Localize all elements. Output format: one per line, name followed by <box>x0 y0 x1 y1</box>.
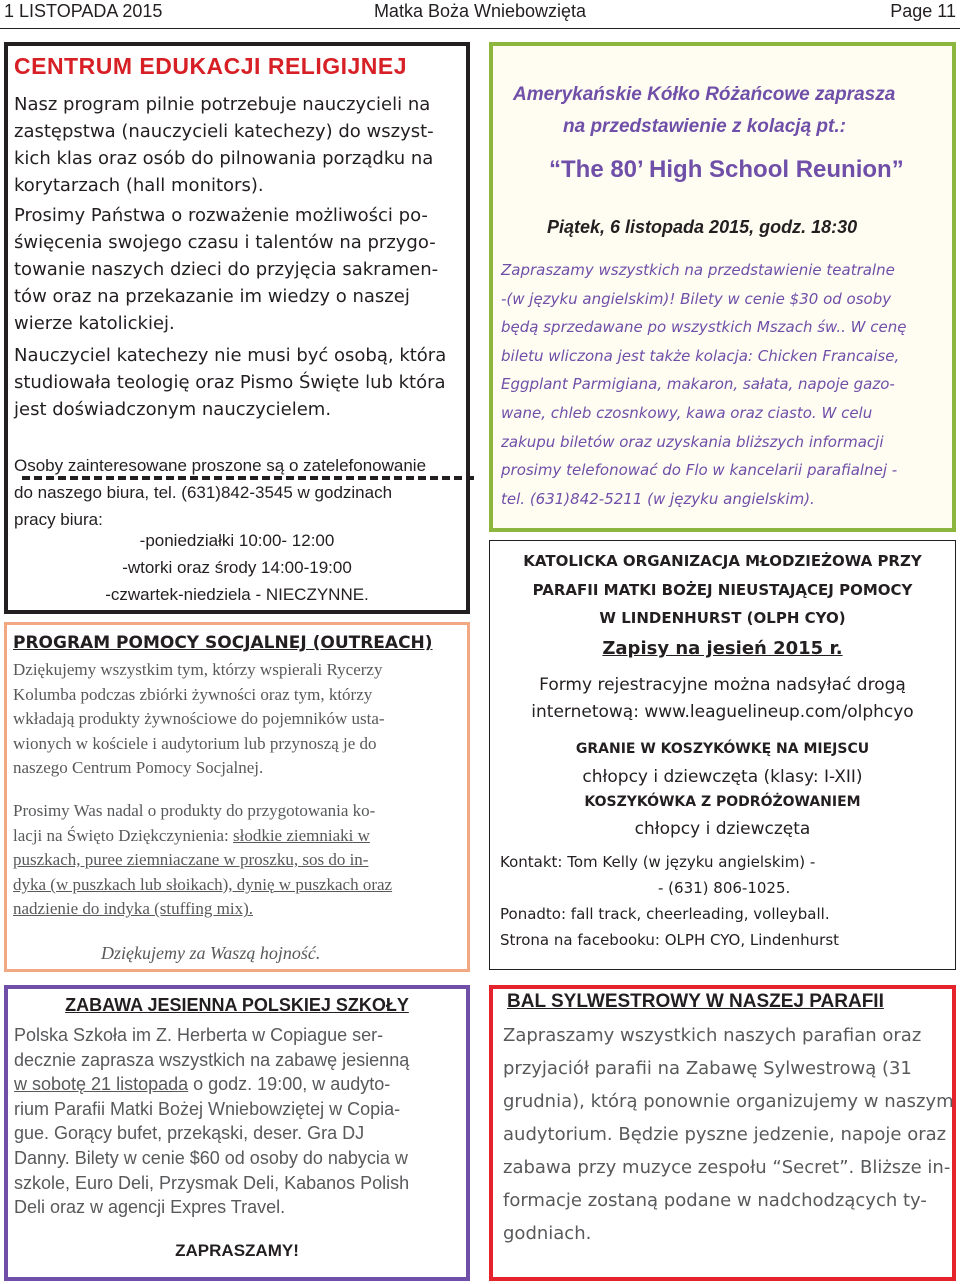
basketball-home: GRANIE W KOSZYKÓWKĘ NA MIEJSCU <box>575 741 870 757</box>
nye-ball-box <box>489 985 956 1281</box>
cyo-forms: Formy rejestracyjne można nadsyłać drogą internetową: www.leaguelineup.com/olphcyo <box>531 675 914 722</box>
outreach-p1: Dziękujemy wszystkim tym, którzy wspierali Rycerzy Kolumba podczas zbiórki żywności oraz tym, którzy wkładają produkty żywnościowe do pojemników usta- wionych w kościele i audytorium lub przynoszą je do naszego Centrum Pomocy Socjalnej. <box>13 660 385 778</box>
page-header <box>0 0 960 26</box>
school-party-box <box>4 985 470 1281</box>
outreach-p2: Prosimy Was nadal o produkty do przygotowania ko- lacji na Święto Dziękczynienia: słodkie ziemniaki w puszkach, puree ziemniaczane w proszku, sos do in- dyka (w puszkach lub słoikach), dynię w puszkach oraz nadzienie do indyka (stuffing mix). <box>13 801 393 919</box>
rosary-society-box <box>489 42 956 532</box>
rosary-invite-line2: na przedstawienie z kolacją pt.: <box>563 116 846 137</box>
page-number: Page 11 <box>890 1 956 21</box>
outreach-title: PROGRAM POMOCY SOCJALNEJ (OUTREACH) <box>13 633 433 653</box>
nye-title: BAL SYLWESTROWY W NASZEJ PARAFII <box>507 991 884 1012</box>
religious-education-title: CENTRUM EDUKACJI RELIGIJNEJ <box>14 53 408 79</box>
basketball-home-desc: chłopcy i dziewczęta (klasy: I-XII) <box>582 767 863 787</box>
religious-ed-p2: Prosimy Państwa o rozważenie możliwości po- święcenia swojego czasu i talentów na przygo- towanie naszych dzieci do przyjęcia sakramen- tów oraz na przekazanie im wiedzy o naszej wierze katolickiej. <box>14 205 439 334</box>
issue-date: 1 LISTOPADA 2015 <box>4 1 163 21</box>
cyo-contact: Kontakt: Tom Kelly (w języku angielskim) - - (631) 806-1025. Ponadto: fall track, cheerleading, volleyball. Strona na facebooku: OLPH CYO, Lindenhurst <box>500 853 840 949</box>
parish-name: Matka Boża Wniebowzięta <box>373 1 587 21</box>
religious-ed-contact: Osoby zainteresowane proszone są o zatelefonowanie do naszego biura, tel. (631)842-3545 w godzinach pracy biura: <box>14 456 427 529</box>
school-party-body: Polska Szkoła im Z. Herberta w Copiague ser- decznie zaprasza wszystkich na zabawę jesienną w sobotę 21 listopada o godz. 19:00, w audyto- rium Parafii Matki Bożej Wniebowziętej w Copia- gue. Gorący bufet, przekąski, deser. Gra DJ Danny. Bilety w cenie $60 od osoby do nabycia w szkole, Euro Deli, Przysmak Deli, Kabanos Polish Deli oraz w agencji Expres Travel. <box>14 1025 410 1218</box>
religious-ed-p3: Nauczyciel katechezy nie musi być osobą, która studiowała teologię oraz Pismo Święte lub która jest doświadczonym nauczycielem. <box>14 345 447 420</box>
nye-body: Zapraszamy wszystkich naszych parafian oraz przyjaciół parafii na Zabawę Sylwestrową (31 grudnia), którą ponownie organizujemy w naszym audytorium. Będzie pyszne jedzenie, napoje oraz zabawa przy muzyce zespołu “Secret”. Bliższe in- formacje zostaną podane w nadchodzących ty- godniach. <box>503 1025 954 1244</box>
show-date: Piątek, 6 listopada 2015, godz. 18:30 <box>547 217 858 237</box>
cyo-box <box>489 540 956 970</box>
cyo-title: KATOLICKA ORGANIZACJA MŁODZIEŻOWA PRZY PARAFII MATKI BOŻEJ NIEUSTAJĄCEJ POMOCY W LINDENHURST (OLPH CYO) <box>523 552 922 628</box>
rosary-body: Zapraszamy wszystkich na przedstawienie teatralne -(w języku angielskim)! Bilety w cenie $30 od osoby będą sprzedawane po wszystkich Mszach św.. W cenę biletu wliczona jest także kolacja: Chicken Francaise, Eggplant Parmigiana, makaron, sałata, napoje gazo- wane, chleb czosnkowy, kawa oraz ciasto. W celu zakupu biletów oraz uzyskania bliższych informacji prosimy telefonować do Flo w kancelarii parafialnej - tel. (631)842-5211 (w języku angielskim). <box>501 261 907 508</box>
school-party-cta: ZAPRASZAMY! <box>175 1241 299 1260</box>
header-rule <box>0 28 960 29</box>
cyo-registration: Zapisy na jesień 2015 r. <box>602 638 843 659</box>
basketball-travel-desc: chłopcy i dziewczęta <box>634 819 811 839</box>
show-title: “The 80’ High School Reunion” <box>549 156 904 183</box>
outreach-thanks: Dziękujemy za Waszą hojność. <box>101 943 321 963</box>
office-hours: -poniedziałki 10:00- 12:00 -wtorki oraz środy 14:00-19:00 -czwartek-niedziela - NIECZYNNE. <box>105 531 369 604</box>
outreach-box <box>4 622 470 972</box>
rosary-invite-line1: Amerykańskie Kółko Różańcowe zaprasza <box>513 84 896 105</box>
religious-education-box <box>4 42 470 614</box>
school-party-title: ZABAWA JESIENNA POLSKIEJ SZKOŁY <box>65 995 409 1015</box>
religious-ed-p1: Nasz program pilnie potrzebuje nauczycieli na zastępstwa (nauczycieli katechezy) do wszyst- kich klas oraz osób do pilnowania porządku na korytarzach (hall monitors). <box>14 94 434 196</box>
basketball-travel: KOSZYKÓWKA Z PODRÓŻOWANIEM <box>584 794 861 810</box>
